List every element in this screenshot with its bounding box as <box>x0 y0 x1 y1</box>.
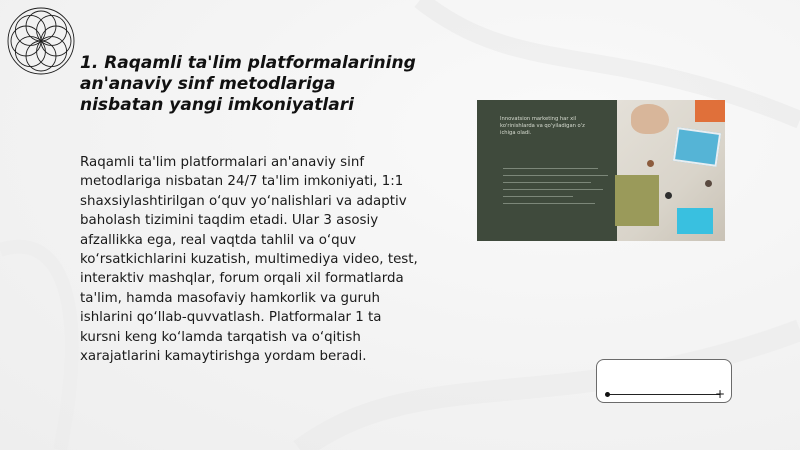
chalkboard <box>477 100 617 241</box>
chalkboard-lines <box>503 168 613 228</box>
plus-icon[interactable]: + <box>714 387 726 401</box>
desk-item <box>665 192 672 199</box>
seek-knob-icon[interactable] <box>605 392 610 397</box>
chalkboard-text: Innovatsion marketing har xil ko'rinishlarda va qo'yiladigan o'z ichiga oladi. <box>500 116 585 136</box>
orange-paper <box>695 100 725 122</box>
green-note <box>615 175 659 226</box>
desk-item <box>647 160 654 167</box>
media-controls[interactable] <box>596 359 732 403</box>
logo-icon <box>4 4 78 78</box>
seek-bar[interactable] <box>608 394 720 395</box>
desk-item <box>705 180 712 187</box>
cyan-paper <box>677 208 713 234</box>
slide-title: 1. Raqamli ta'lim platformalarining an'anaviy sinf metodlariga nisbatan yangi imkoniyatlari <box>80 53 416 115</box>
slide-body-text: Raqamli ta'lim platformalari an'anaviy sinf metodlariga nisbatan 24/7 ta'lim imkoniyati, 1:1 shaxsiylashtirilgan o‘quv yo‘nalishlari va adaptiv baholash tizimini taqdim etadi. Ular 3 asosiy afzallikka ega, real vaqtda tahlil va o‘quv ko‘rsatkichlarini kuzatish, multimediya video, test, interaktiv mashqlar, forum orqali xil formatlarda ta'lim, hamda masofaviy hamkorlik va guruh ishlarini qo‘llab-quvvatlash. Platformalar 1 ta kursni keng ko‘lamda tarqatish va o‘qitish xarajatlarini kamaytirishga yordam beradi. <box>80 155 418 365</box>
classroom-photo <box>477 100 725 241</box>
tablet-device <box>673 127 721 167</box>
hand-shape <box>631 104 669 134</box>
